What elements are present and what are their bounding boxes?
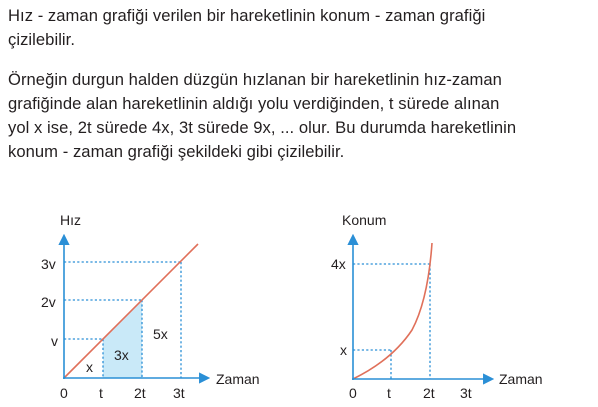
- position-y-tick: 4x: [331, 256, 346, 272]
- velocity-x-tick: 3t: [173, 385, 185, 401]
- position-x-tick: 3t: [460, 385, 472, 401]
- velocity-y-tick: v: [51, 333, 58, 349]
- area-label-5x: 5x: [153, 326, 168, 342]
- position-y-tick: x: [340, 342, 347, 358]
- area-label-3x: 3x: [114, 347, 129, 363]
- text-line: konum - zaman grafiği şekildeki gibi çizilebilir.: [8, 142, 345, 161]
- text-line: grafiğinde alan hareketlinin aldığı yolu verdiğinden, t sürede alınan: [8, 94, 500, 113]
- velocity-time-graph: [41, 212, 260, 401]
- velocity-y-tick: 3v: [41, 256, 56, 272]
- position-time-graph: [331, 212, 543, 401]
- position-y-axis-label: Konum: [342, 212, 387, 228]
- text-line: çizilebilir.: [8, 30, 75, 49]
- velocity-x-axis-label: Zaman: [216, 371, 260, 387]
- area-label-x: x: [86, 359, 93, 375]
- velocity-y-tick: 2v: [41, 294, 56, 310]
- text-line: yol x ise, 2t sürede 4x, 3t sürede 9x, ... olur. Bu durumda hareketlinin: [8, 118, 517, 137]
- position-x-axis-label: Zaman: [499, 371, 543, 387]
- text-line: Hız - zaman grafiği verilen bir hareketlinin konum - zaman grafiği: [8, 6, 486, 25]
- area-3x-shade: [103, 300, 142, 378]
- position-origin-label: 0: [349, 385, 357, 401]
- text-line: Örneğin durgun halden düzgün hızlanan bir hareketlinin hız-zaman: [8, 70, 502, 89]
- velocity-x-tick: 2t: [134, 385, 146, 401]
- velocity-origin-label: 0: [60, 385, 68, 401]
- velocity-x-tick: t: [99, 385, 103, 401]
- velocity-y-axis-label: Hız: [60, 212, 81, 228]
- position-x-tick: t: [387, 385, 391, 401]
- position-guide-lines: [353, 264, 430, 379]
- position-x-tick: 2t: [423, 385, 435, 401]
